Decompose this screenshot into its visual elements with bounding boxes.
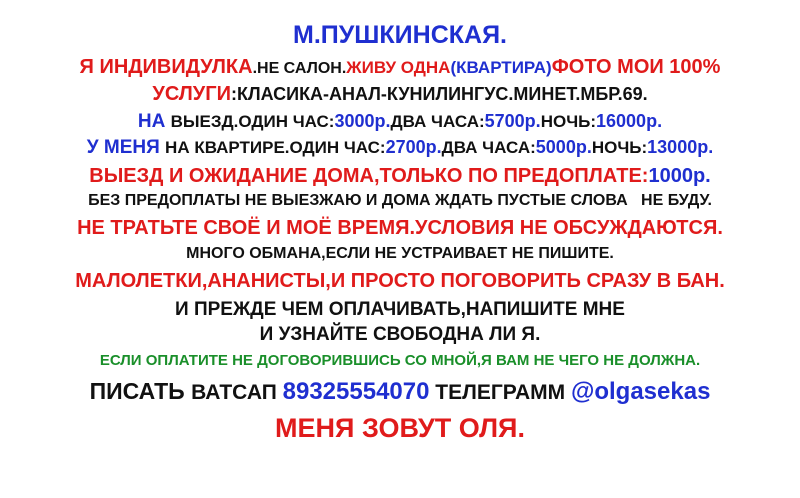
line-intro [8, 57, 792, 78]
line-before-paying [8, 300, 792, 320]
line-prepayment [8, 166, 792, 187]
line-ban-warning [8, 271, 792, 292]
incall-night-price: 13000р. [647, 137, 714, 157]
phone-number[interactable]: 89325554070 [282, 377, 430, 405]
services-list: :КЛАСИКА-АНАЛ-КУНИЛИНГУС.МИНЕТ.МБР.69. [230, 83, 648, 104]
incall-two-hours-label: ДВА ЧАСА: [441, 138, 536, 157]
intro-individulka: Я ИНДИВИДУЛКА [79, 55, 253, 78]
line-disclaimer [8, 353, 792, 369]
incall-label: У МЕНЯ [86, 137, 166, 158]
intro-live-alone: ЖИВУ ОДНА [346, 57, 451, 77]
no-time-waste-text: НЕ ТРАТЬТЕ СВОЁ И МОЁ ВРЕМЯ.УСЛОВИЯ НЕ ОБСУЖДАЮТСЯ. [77, 217, 723, 240]
line-no-prepayment-note [8, 193, 792, 210]
prepayment-amount: 1000р. [648, 165, 711, 188]
line-services [8, 84, 792, 105]
scam-note-text: МНОГО ОБМАНА,ЕСЛИ НЕ УСТРАИВАЕТ НЕ ПИШИТЕ. [186, 245, 614, 263]
line-name [8, 414, 792, 443]
whatsapp-label: ВАТСАП [191, 380, 283, 404]
telegram-label: ТЕЛЕГРАММ [429, 380, 571, 404]
incall-hour-price: 2700р. [385, 137, 442, 157]
name-text: МЕНЯ ЗОВУТ ОЛЯ. [275, 413, 525, 444]
outcall-two-hours-label: ДВА ЧАСА: [390, 111, 485, 131]
write-label: ПИСАТЬ [89, 377, 192, 404]
line-outcall-prices [8, 112, 792, 132]
services-label: УСЛУГИ [152, 82, 231, 105]
page-title [8, 22, 792, 49]
no-prepayment-text: БЕЗ ПРЕДОПЛАТЫ НЕ ВЫЕЗЖАЮ И ДОМА ЖДАТЬ ПУСТЫЕ СЛОВА НЕ БУДУ. [88, 192, 712, 210]
outcall-night-price: 16000р. [596, 110, 663, 131]
line-scam-note [8, 246, 792, 263]
ban-warning-text: МАЛОЛЕТКИ,АНАНИСТЫ,И ПРОСТО ПОГОВОРИТЬ СРАЗУ В БАН. [75, 270, 725, 293]
intro-not-salon: .НЕ САЛОН. [252, 59, 347, 77]
disclaimer-text: ЕСЛИ ОПЛАТИТЕ НЕ ДОГОВОРИВШИСЬ СО МНОЙ,Я ВАМ НЕ ЧЕГО НЕ ДОЛЖНА. [99, 351, 701, 369]
prepayment-text: ВЫЕЗД И ОЖИДАНИЕ ДОМА,ТОЛЬКО ПО ПРЕДОПЛАТЕ: [89, 165, 649, 188]
before-paying-text: И ПРЕЖДЕ ЧЕМ ОПЛАЧИВАТЬ,НАПИШИТЕ МНЕ [175, 298, 625, 320]
outcall-hour-price: 3000р. [334, 110, 391, 131]
outcall-night-label: НОЧЬ: [540, 111, 597, 131]
incall-night-label: НОЧЬ: [591, 138, 648, 157]
line-check-availability [8, 325, 792, 345]
outcall-hour-label: ВЫЕЗД.ОДИН ЧАС: [170, 111, 335, 131]
line-no-time-waste [8, 218, 792, 239]
incall-two-hours-price: 5000р. [535, 137, 592, 157]
outcall-label: НА [137, 110, 171, 132]
intro-photos: ФОТО МОИ 100% [551, 55, 721, 78]
incall-hour-label: НА КВАРТИРЕ.ОДИН ЧАС: [165, 138, 386, 157]
check-availability-text: И УЗНАЙТЕ СВОБОДНА ЛИ Я. [259, 323, 541, 345]
telegram-handle[interactable]: @olgasekas [570, 377, 711, 405]
line-contacts [8, 379, 792, 404]
line-incall-prices [8, 138, 792, 158]
outcall-two-hours-price: 5700р. [484, 110, 541, 131]
title-text: М.ПУШКИНСКАЯ. [293, 21, 507, 49]
intro-apartment: (КВАРТИРА) [450, 57, 552, 77]
